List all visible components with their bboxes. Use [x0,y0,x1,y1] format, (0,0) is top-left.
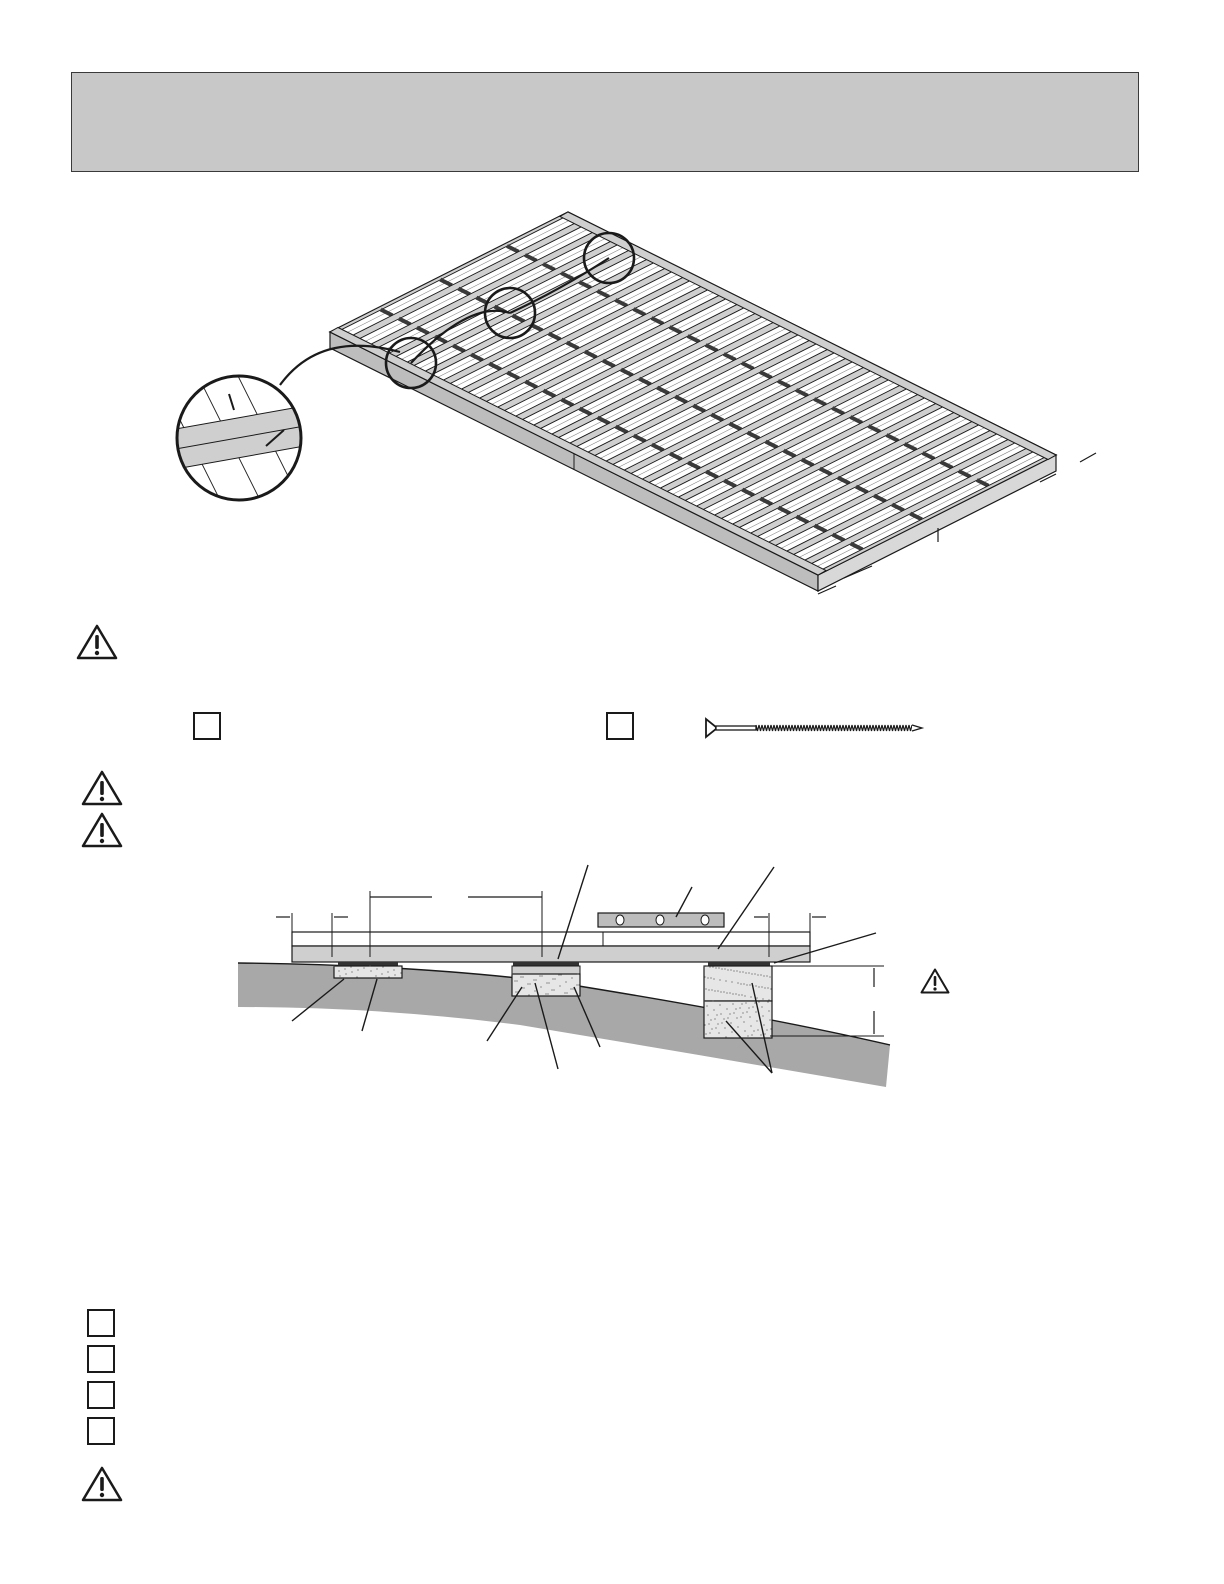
concrete-texture [387,971,388,972]
step-checkbox-1[interactable] [87,1309,115,1337]
concrete-texture [707,1014,708,1015]
concrete-texture [742,1012,743,1013]
concrete-texture [724,1027,725,1028]
concrete-texture [733,1012,734,1013]
concrete-texture [720,1013,721,1014]
concrete-texture [559,985,560,986]
concrete-texture [756,997,757,998]
concrete-texture [743,1021,744,1022]
concrete-texture [745,972,746,973]
concrete-texture [711,989,712,990]
concrete-texture [760,974,761,975]
concrete-texture [723,991,724,992]
concrete-texture [770,988,771,989]
concrete-texture [382,966,383,967]
concrete-texture [761,986,762,987]
concrete-texture [578,984,579,985]
concrete-texture [339,975,340,976]
concrete-texture [749,984,750,985]
concrete-texture [357,969,358,970]
concrete-texture [760,1034,761,1035]
concrete-texture [576,984,577,985]
concrete-texture [394,974,395,975]
concrete-texture [756,1020,757,1021]
concrete-texture [763,1024,764,1025]
concrete-texture [758,986,759,987]
concrete-texture [523,987,524,988]
step-checkbox-2[interactable] [87,1345,115,1373]
concrete-texture [745,1002,746,1003]
dimension-arrow [1080,453,1096,462]
concrete-texture [707,977,708,978]
concrete-texture [726,992,727,993]
concrete-texture [369,965,370,966]
concrete-texture [565,981,566,982]
concrete-texture [735,993,736,994]
concrete-texture [333,965,334,966]
concrete-texture [716,1014,717,1015]
concrete-texture [511,973,512,974]
concrete-texture [546,982,547,983]
treated-spacer [512,966,580,974]
concrete-texture [564,992,565,993]
concrete-texture [533,979,534,980]
concrete-texture [545,993,546,994]
step-checkbox-4[interactable] [87,1417,115,1445]
concrete-texture [724,968,725,969]
concrete-texture [560,974,561,975]
concrete-texture [705,1033,706,1034]
concrete-texture [713,978,714,979]
concrete-texture [769,1019,770,1020]
concrete-texture [570,988,571,989]
concrete-texture [754,973,755,974]
concrete-texture [710,977,711,978]
concrete-texture [709,1032,710,1033]
concrete-texture [770,1028,771,1029]
concrete-texture [522,976,523,977]
concrete-texture [735,1008,736,1009]
concrete-texture [758,1001,759,1002]
concrete-texture [762,998,763,999]
concrete-texture [754,1002,755,1003]
concrete-texture [370,970,371,971]
concrete-texture [381,973,382,974]
concrete-texture [723,1018,724,1019]
concrete-texture [528,994,529,995]
concrete-texture [704,1024,705,1025]
concrete-texture [547,993,548,994]
concrete-texture [767,987,768,988]
concrete-texture [757,974,758,975]
magnifier-detail-icon [150,360,430,520]
warning-triangle-icon [76,624,118,660]
concrete-texture [514,980,515,981]
concrete-texture [719,979,720,980]
concrete-texture [719,1004,720,1005]
concrete-texture [732,1003,733,1004]
concrete-texture [740,1016,741,1017]
concrete-texture [742,971,743,972]
concrete-texture [738,994,739,995]
concrete-texture [712,966,713,967]
concrete-texture [764,1033,765,1034]
concrete-texture [764,987,765,988]
concrete-texture [553,989,554,990]
concrete-texture [566,992,567,993]
concrete-texture [393,969,394,970]
concrete-texture [729,992,730,993]
concrete-texture [766,975,767,976]
concrete-texture [769,976,770,977]
concrete-texture [731,981,732,982]
concrete-texture [551,989,552,990]
concrete-texture [710,1019,711,1020]
concrete-texture [767,1001,768,1002]
concrete-texture [338,970,339,971]
concrete-texture [739,1007,740,1008]
hardware-checkbox-right[interactable] [606,712,634,740]
concrete-texture [714,990,715,991]
concrete-texture [515,991,516,992]
concrete-texture [577,973,578,974]
detail-joist-line [310,360,390,520]
concrete-texture [727,969,728,970]
concrete-texture [400,972,401,973]
concrete-texture [718,967,719,968]
concrete-texture [571,977,572,978]
concrete-texture [540,986,541,987]
concrete-texture [527,983,528,984]
concrete-texture [755,1011,756,1012]
concrete-texture [541,975,542,976]
concrete-texture [715,1027,716,1028]
concrete-texture [730,1022,731,1023]
concrete-texture [762,1015,763,1016]
concrete-texture [714,1018,715,1019]
foundation-section-illustration [0,855,1224,1115]
concrete-texture [755,985,756,986]
concrete-texture [706,965,707,966]
concrete-texture [721,968,722,969]
concrete-texture [731,1031,732,1032]
concrete-texture [721,1022,722,1023]
concrete-texture [717,1023,718,1024]
warning-triangle-icon [81,812,123,848]
concrete-texture [345,973,346,974]
concrete-texture [376,968,377,969]
concrete-texture [752,1006,753,1007]
concrete-texture [516,980,517,981]
hardware-checkbox-left[interactable] [193,712,221,740]
concrete-texture [743,983,744,984]
warning-triangle-icon [81,1466,123,1502]
concrete-texture [750,996,751,997]
concrete-texture [708,1023,709,1024]
concrete-texture [539,975,540,976]
concrete-texture [529,983,530,984]
concrete-texture [706,1005,707,1006]
concrete-block-icon [512,974,580,996]
concrete-texture [713,1009,714,1010]
concrete-texture [344,968,345,969]
concrete-texture [737,1026,738,1027]
concrete-texture [751,1034,752,1035]
floor-frame-illustration [0,0,1224,640]
level-vial [701,915,709,925]
concrete-texture [750,1025,751,1026]
concrete-texture [572,988,573,989]
concrete-texture [733,970,734,971]
concrete-texture [751,973,752,974]
warning-triangle-icon [81,770,123,806]
step-checkbox-3[interactable] [87,1381,115,1409]
concrete-texture [520,976,521,977]
concrete-texture [730,969,731,970]
level-vial [616,915,624,925]
concrete-texture [350,966,351,967]
concrete-texture [732,993,733,994]
concrete-texture [363,967,364,968]
concrete-texture [739,971,740,972]
concrete-texture [708,989,709,990]
concrete-texture [375,975,376,976]
concrete-texture [763,975,764,976]
concrete-texture [740,983,741,984]
concrete-texture [746,984,747,985]
concrete-texture [747,1035,748,1036]
shim-pad [513,962,579,966]
concrete-texture [741,1003,742,1004]
concrete-texture [388,976,389,977]
concrete-texture [744,1030,745,1031]
concrete-texture [725,1036,726,1037]
screw-icon [700,716,930,740]
concrete-texture [736,970,737,971]
concrete-block-icon [334,966,402,978]
concrete-texture [548,982,549,983]
concrete-texture [712,1000,713,1001]
concrete-texture [753,1030,754,1031]
concrete-texture [748,972,749,973]
concrete-texture [718,1032,719,1033]
concrete-texture [737,982,738,983]
concrete-texture [351,971,352,972]
concrete-texture [768,1010,769,1011]
concrete-texture [766,1029,767,1030]
concrete-texture [705,988,706,989]
concrete-texture [748,1007,749,1008]
concrete-texture [554,978,555,979]
concrete-texture [729,1013,730,1014]
concrete-texture [720,991,721,992]
concrete-texture [552,978,553,979]
concrete-texture [757,1029,758,1030]
concrete-texture [715,967,716,968]
concrete-texture [711,1028,712,1029]
concrete-texture [558,974,559,975]
concrete-texture [703,1000,704,1001]
concrete-texture [534,990,535,991]
concrete-texture [717,990,718,991]
concrete-texture [749,1016,750,1017]
concrete-texture [356,976,357,977]
concrete-texture [746,1011,747,1012]
concrete-texture [761,1006,762,1007]
concrete-texture [736,1017,737,1018]
concrete-texture [709,966,710,967]
concrete-texture [703,965,704,966]
concrete-texture [726,1008,727,1009]
concrete-texture [535,979,536,980]
concrete-texture [704,976,705,977]
concrete-texture [744,995,745,996]
concrete-texture [727,1017,728,1018]
concrete-texture [741,994,742,995]
concrete-texture [725,980,726,981]
level-vial [656,915,664,925]
